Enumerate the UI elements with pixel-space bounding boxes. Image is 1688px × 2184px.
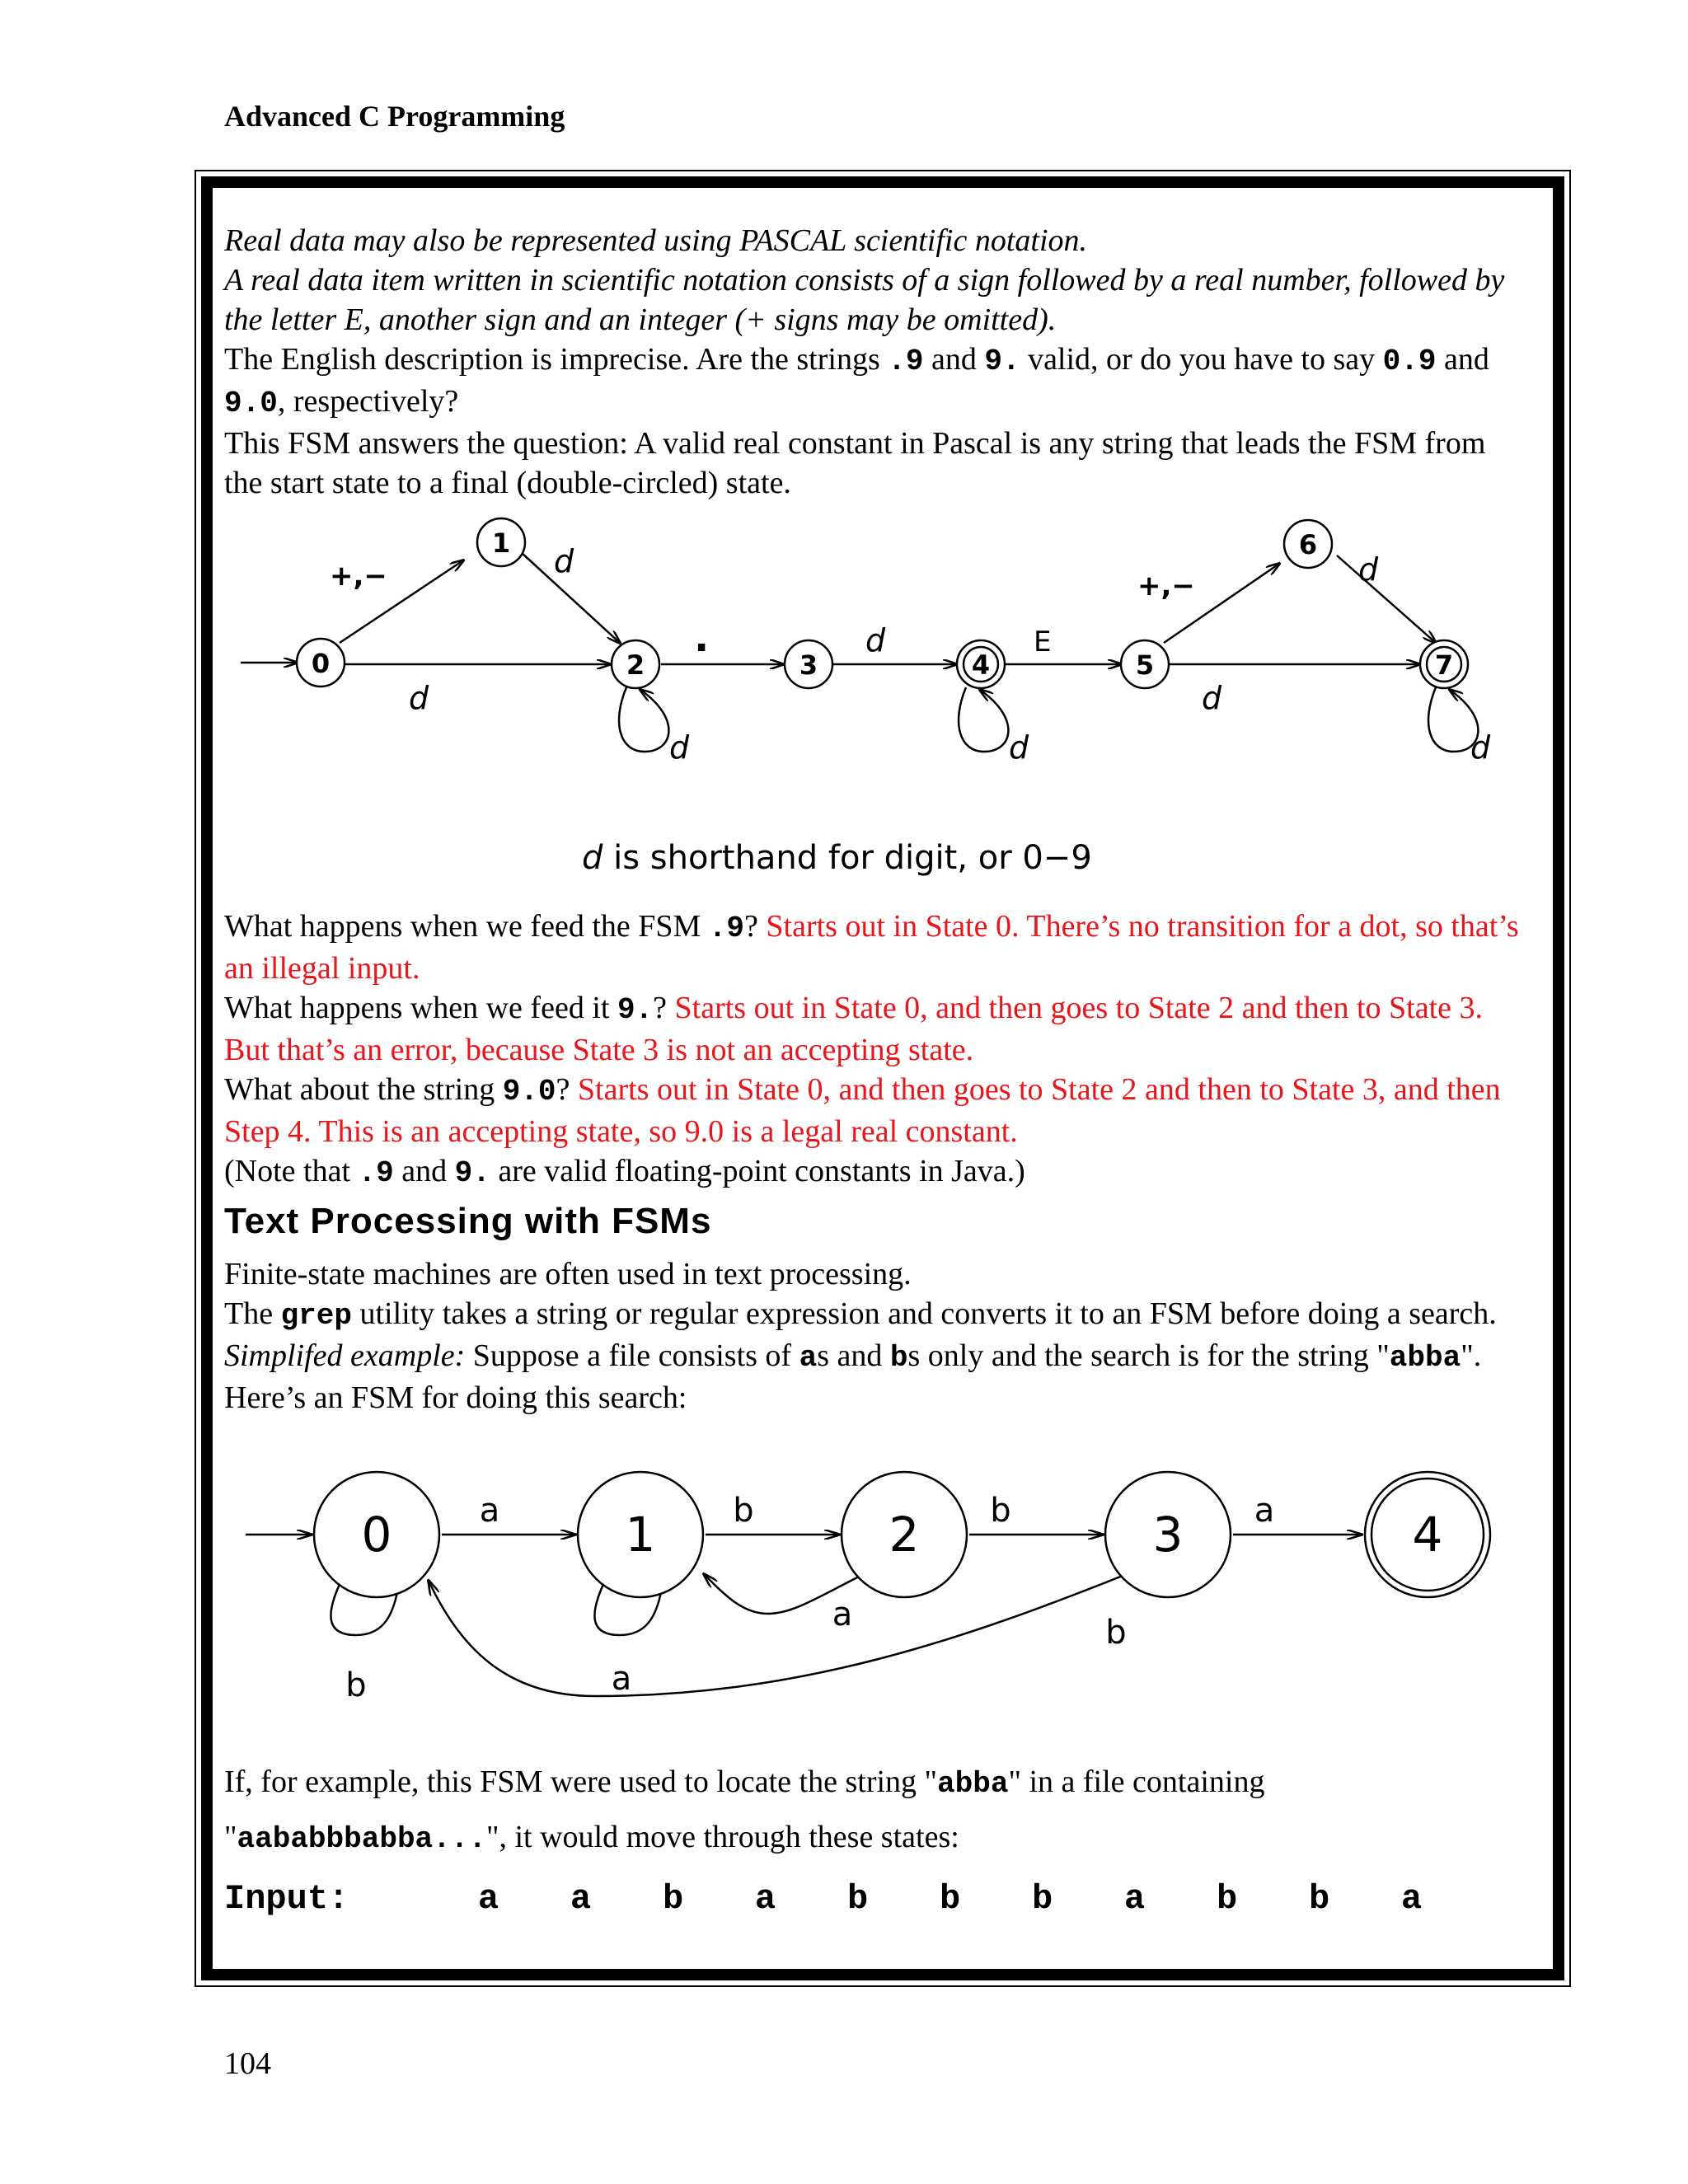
answer-1: Starts out in State 0. There’s no transition for a dot, so that’s an illegal input. xyxy=(224,909,1519,986)
input-label: Input: xyxy=(224,1879,349,1919)
text: The xyxy=(224,1296,281,1331)
state-label-2: 2 xyxy=(626,649,645,681)
edge-label-b-1-2: b xyxy=(733,1492,754,1530)
qa-3 xyxy=(224,1070,1531,1151)
text: What happens when we feed it xyxy=(224,991,617,1025)
text: s and xyxy=(817,1338,890,1373)
text: ? xyxy=(556,1072,578,1107)
code-inline: 9.0 xyxy=(224,387,278,420)
text: s only and the search is for the string xyxy=(907,1338,1377,1373)
text: and xyxy=(923,342,985,377)
input-char: a xyxy=(570,1879,592,1919)
qa-1 xyxy=(224,907,1531,988)
state-label-3: 3 xyxy=(799,649,818,681)
example-line-1 xyxy=(224,1755,1531,1811)
code-inline: b xyxy=(889,1341,908,1375)
code-inline: 9.0 xyxy=(502,1075,556,1108)
edge-3-0 xyxy=(429,1572,1131,1696)
example-line-2 xyxy=(224,1811,1531,1866)
text: ? xyxy=(653,991,675,1025)
text: utility takes a string or regular expression and converts it to an FSM before doing a search. xyxy=(352,1296,1497,1331)
text: What about the string xyxy=(224,1072,503,1107)
section-p1: Finite-state machines are often used in text processing. xyxy=(224,1257,912,1291)
code-inline: abba xyxy=(1389,1341,1461,1375)
answer-3: Starts out in State 0, and then goes to State 2 and then to State 3, and then Step 4. This is an accepting state, so 9.0 is a legal real constant. xyxy=(224,1072,1501,1149)
edge-label-sign1: +,− xyxy=(330,560,387,593)
page-header: Advanced C Programming xyxy=(224,100,565,133)
qa-2 xyxy=(224,988,1531,1070)
intro-fsm-statement: This FSM answers the question: A valid real constant in Pascal is any string that leads the FSM from the start state to a final (double-circled) state. xyxy=(224,426,1486,500)
edge-label-a-0-1: a xyxy=(479,1492,500,1530)
code-inline: 9. xyxy=(454,1156,490,1190)
input-char: b xyxy=(1309,1879,1330,1919)
text: " in a file containing xyxy=(1008,1765,1265,1799)
code-inline: aababbbabba... xyxy=(237,1822,486,1856)
state-label-3: 3 xyxy=(1152,1507,1184,1563)
edge-label-d-5-7: d xyxy=(1202,680,1222,716)
text: Suppose a file consists of xyxy=(465,1338,799,1373)
edge-6-7 xyxy=(1337,555,1436,643)
caption-rest: is shorthand for digit, or 0−9 xyxy=(603,839,1092,877)
edge-label-d-0-2: d xyxy=(409,680,429,716)
code-inline: a xyxy=(799,1341,818,1375)
state-label-5: 5 xyxy=(1135,649,1155,681)
intro-question xyxy=(224,340,1531,424)
text: (Note that xyxy=(224,1154,359,1188)
state-label-6: 6 xyxy=(1298,529,1318,560)
edge-label-b-2-3: b xyxy=(990,1492,1011,1530)
input-char: a xyxy=(1401,1879,1423,1919)
edge-label-E: E xyxy=(1034,626,1052,658)
emphasis: Simplifed example: xyxy=(224,1338,466,1373)
state-label-0: 0 xyxy=(311,648,331,679)
caption-d: d xyxy=(582,839,603,877)
text: " xyxy=(1376,1338,1390,1373)
java-note xyxy=(224,1151,1531,1193)
text: ". Here’s an FSM for doing this search: xyxy=(224,1338,1482,1415)
intro-line-1: Real data may also be represented using PASCAL scientific notation. xyxy=(224,223,1088,258)
state-label-4: 4 xyxy=(971,649,991,681)
text: If, for example, this FSM were used to locate the string " xyxy=(224,1765,938,1799)
text: The English description is imprecise. Are the strings xyxy=(224,342,889,377)
section-p3 xyxy=(224,1336,1531,1418)
code-inline: 9. xyxy=(617,993,654,1027)
text: What happens when we feed the FSM xyxy=(224,909,709,944)
code-inline: 9. xyxy=(984,344,1020,378)
edge-label-sign2: +,− xyxy=(1137,569,1195,602)
code-inline: .9 xyxy=(358,1156,394,1190)
text: are valid floating-point constants in Java.) xyxy=(490,1154,1025,1188)
code-inline: grep xyxy=(280,1299,352,1333)
input-char: b xyxy=(940,1879,961,1919)
text: valid, or do you have to say xyxy=(1020,342,1383,377)
loop-label-a-1: a xyxy=(611,1660,632,1698)
state-label-4: 4 xyxy=(1412,1507,1443,1563)
loop-2 xyxy=(619,687,668,752)
text: and xyxy=(393,1154,455,1188)
edge-label-dot: . xyxy=(694,615,710,661)
code-inline: .9 xyxy=(888,344,924,378)
state-label-2: 2 xyxy=(889,1507,920,1563)
input-char: b xyxy=(663,1879,684,1919)
loop-label-7: d xyxy=(1470,729,1491,766)
edge-label-b-3-0: b xyxy=(1105,1614,1127,1652)
code-inline: .9 xyxy=(708,912,745,945)
edge-label-a-3-4: a xyxy=(1254,1492,1275,1530)
input-sequence-row xyxy=(224,1879,1543,1929)
text: ? xyxy=(744,909,767,944)
answer-2: Starts out in State 0, and then goes to State 2 and then to State 3. But that’s an error, because State 3 is not an accepting state. xyxy=(224,991,1483,1067)
real-constant-fsm-diagram xyxy=(224,504,1510,892)
edge-label-d-1-2: d xyxy=(554,543,574,579)
code-inline: abba xyxy=(937,1767,1009,1801)
code-inline: 0.9 xyxy=(1382,344,1437,378)
state-label-1: 1 xyxy=(491,527,511,559)
input-char: b xyxy=(847,1879,869,1919)
state-label-7: 7 xyxy=(1434,649,1454,681)
fsm1-caption xyxy=(582,839,1092,877)
input-char: a xyxy=(755,1879,776,1919)
intro-block xyxy=(224,221,1531,503)
loop-4 xyxy=(959,687,1008,752)
intro-line-2: A real data item written in scientific notation consists of a sign followed by a real number, followed by the letter E, another sign and an integer (+ signs may be omitted). xyxy=(224,263,1505,337)
input-char: a xyxy=(478,1879,499,1919)
loop-label-2: d xyxy=(669,729,690,766)
state-label-0: 0 xyxy=(361,1507,392,1563)
edge-label-a-2-1: a xyxy=(832,1596,853,1633)
page-number: 104 xyxy=(224,2046,271,2081)
text: ", it would move through these states: xyxy=(485,1820,959,1854)
text: " xyxy=(224,1820,237,1854)
abba-search-fsm-diagram xyxy=(224,1449,1510,1729)
section-p2 xyxy=(224,1294,1531,1336)
loop-label-b-0: b xyxy=(345,1666,367,1704)
edge-label-d-3-4: d xyxy=(865,622,886,658)
state-label-1: 1 xyxy=(625,1507,656,1563)
input-char: b xyxy=(1032,1879,1053,1919)
text: , respectively? xyxy=(277,384,459,419)
section-title: Text Processing with FSMs xyxy=(224,1201,712,1241)
qa-block xyxy=(224,907,1531,1418)
text: and xyxy=(1436,342,1489,377)
edge-label-d-6-7: d xyxy=(1358,551,1379,588)
loop-label-4: d xyxy=(1009,729,1029,766)
example-block xyxy=(224,1755,1531,1866)
input-char: b xyxy=(1217,1879,1238,1919)
input-char: a xyxy=(1124,1879,1146,1919)
